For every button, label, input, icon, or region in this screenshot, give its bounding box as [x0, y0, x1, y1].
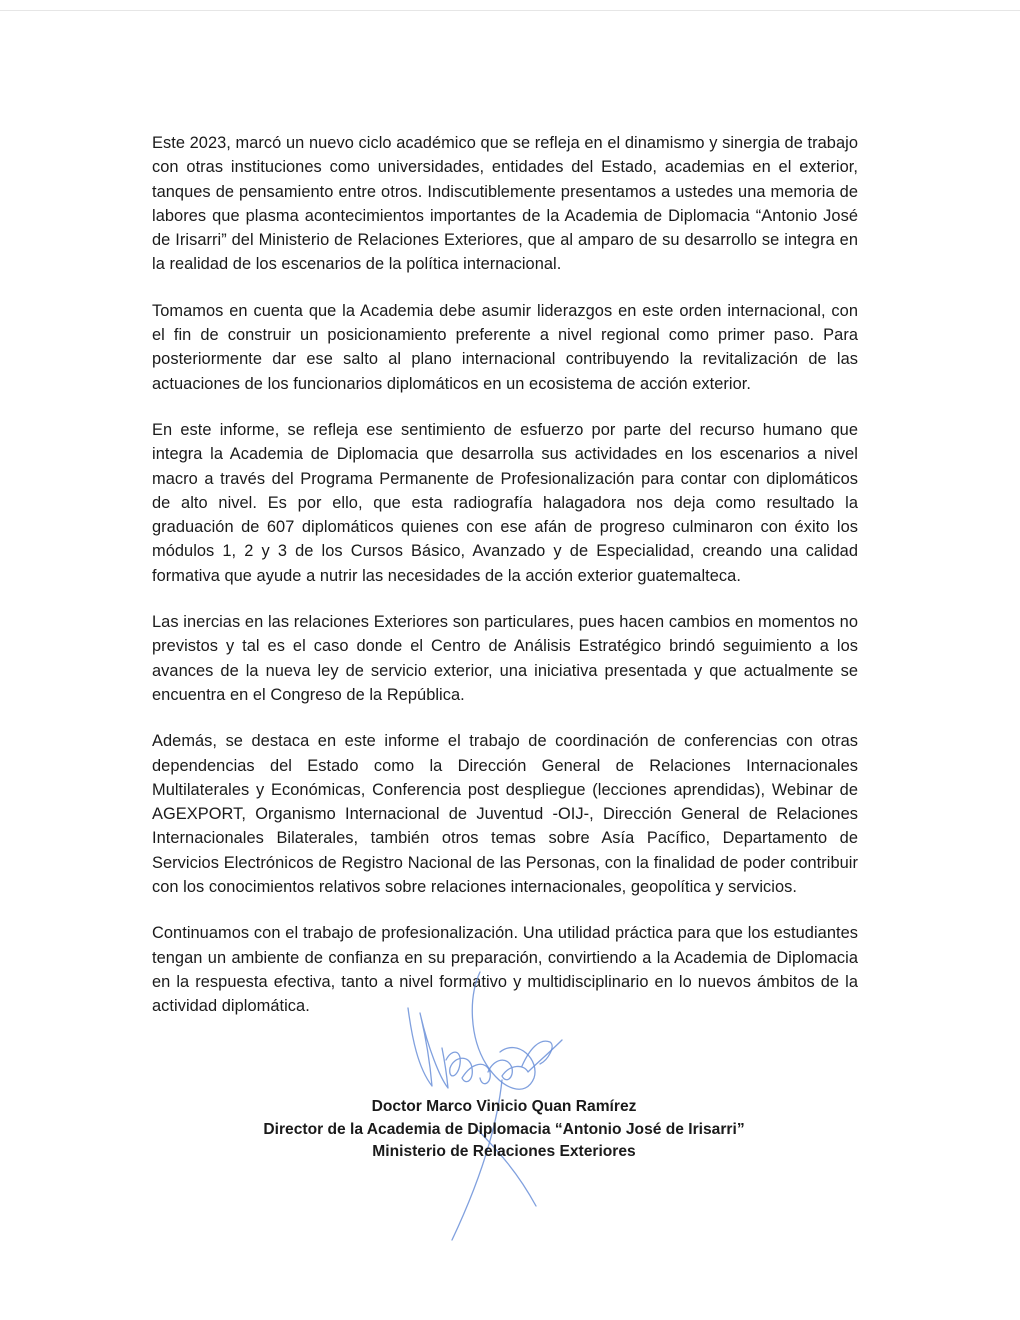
paragraph-5: Además, se destaca en este informe el trabajo de coordinación de conferencias con otras dependencias del Estado como la Dirección General de Relaciones Internacionales Multilaterales y Económicas, Conferencia post despliegue (lecciones aprendidas), Webinar de AGEXPORT, Organismo Internacional de Juventud -OIJ-, Dirección General de Relaciones Internacionales Bilaterales, también otros temas sobre Asía Pacífico, Departamento de Servicios Electrónicos de Registro Nacional de las Personas, con la finalidad de poder contribuir con los conocimientos relativos sobre relaciones internacionales, geopolítica y servicios.: [152, 732, 858, 897]
signatory-ministry: Ministerio de Relaciones Exteriores: [372, 1143, 636, 1161]
signature-block: [200, 1096, 808, 1164]
signature-stroke-1: [408, 1008, 448, 1088]
paragraph-4: Las inercias en las relaciones Exteriores son particulares, pues hacen cambios en momentos no previstos y tal es el caso donde el Centro de Análisis Estratégico brindó seguimiento a los avances de la nueva ley de servicio exterior, una iniciativa presentada y que actualmente se encuentra en el Congreso de la República.: [152, 613, 858, 704]
paragraph-3: En este informe, se refleja ese sentimiento de esfuerzo por parte del recurso humano que integra la Academia de Diplomacia que desarrolla sus actividades en los escenarios a nivel macro a través del Programa Permanente de Profesionalización para contar con diplomáticos de alto nivel. Es por ello, que esta radiografía halagadora nos deja como resultado la graduación de 607 diplomáticos quienes con ese afán de progreso culminaron con éxito los módulos 1, 2 y 3 de los Cursos Básico, Avanzado y de Especialidad, creando una calidad formativa que ayude a nutrir las necesidades de la acción exterior guatemalteca.: [152, 420, 858, 585]
signatory-name: Doctor Marco Vinicio Quan Ramírez: [371, 1098, 637, 1115]
paragraph-6: Continuamos con el trabajo de profesionalización. Una utilidad práctica para que los estudiantes tengan un ambiente de confianza en su preparación, convirtiendo a la Academia de Diplomacia en la respuesta efectiva, tanto a nivel formativo y multidisciplinario en lo nuevos ámbitos de la actividad diplomática.: [152, 924, 858, 1016]
letter-body: [152, 131, 858, 1041]
signature-stroke-4: [472, 972, 535, 1089]
signature-stroke-2: [446, 1052, 490, 1084]
page-top-rule: [0, 10, 1020, 11]
paragraph-1: Este 2023, marcó un nuevo ciclo académico que se refleja en el dinamismo y sinergia de trabajo con otras instituciones como universidades, entidades del Estado, academias en el exterior, tanques de pensamiento entre otros. Indiscutiblemente presentamos a ustedes una memoria de labores que plasma acontecimientos importantes de la Academia de Diplomacia “Antonio José de Irisarri” del Ministerio de Relaciones Exteriores, que al amparo de su desarrollo se integra en la realidad de los escenarios de la política internacional.: [152, 134, 858, 274]
paragraph-2: Tomamos en cuenta que la Academia debe asumir liderazgos en este orden internacional, con el fin de construir un posicionamiento preferente a nivel regional como primer paso. Para posteriormente dar ese salto al plano internacional contribuyendo la revitalización de las actuaciones de los funcionarios diplomáticos en un ecosistema de acción exterior.: [152, 301, 858, 393]
signatory-position: Director de la Academia de Diplomacia “Antonio José de Irisarri”: [263, 1120, 745, 1138]
